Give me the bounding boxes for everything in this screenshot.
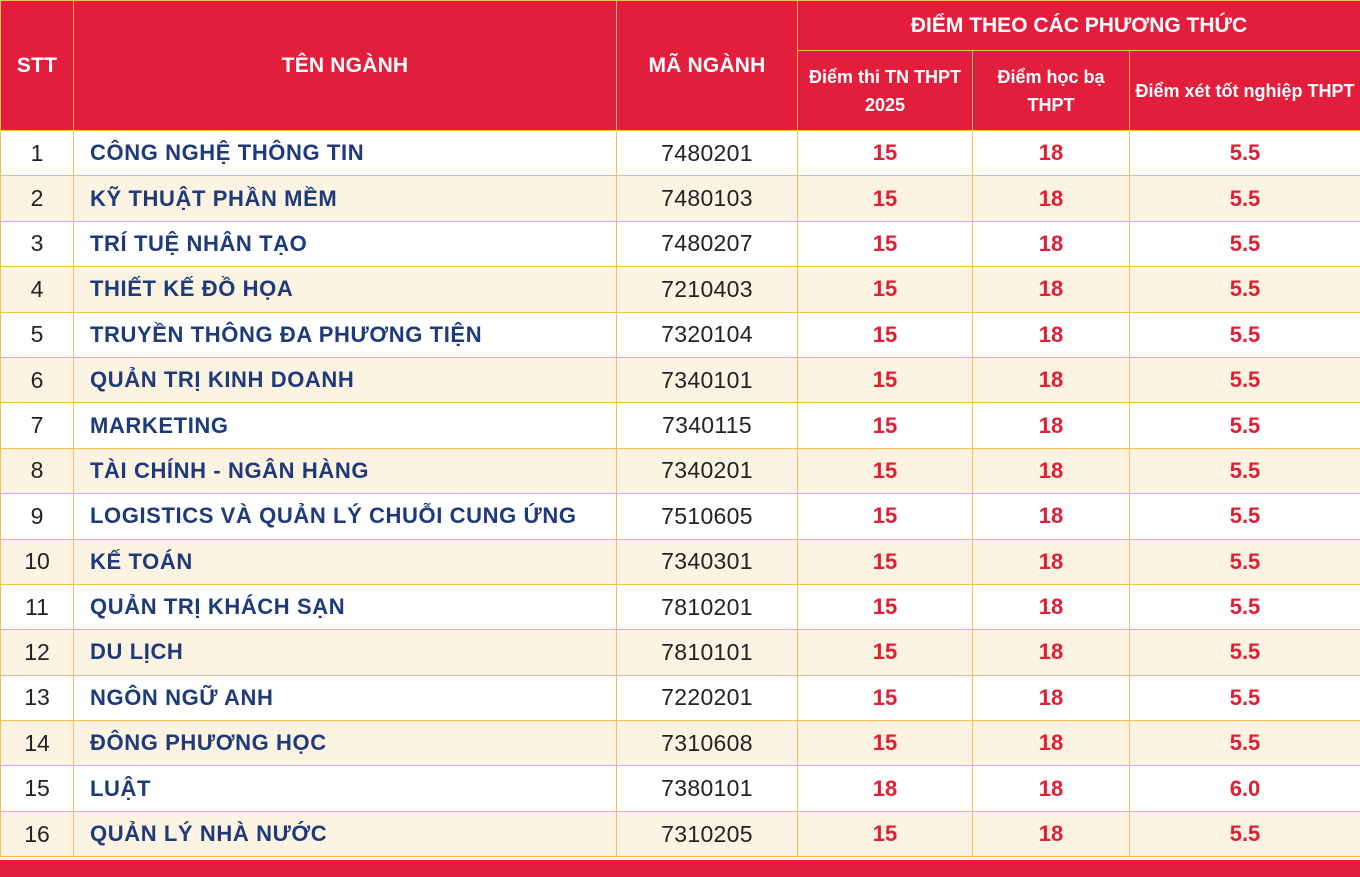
row-score-hoc-ba: 18 xyxy=(973,675,1130,720)
table-row xyxy=(1,584,1360,629)
table-row xyxy=(1,312,1360,357)
row-score-xet-tot-nghiep: 5.5 xyxy=(1130,630,1360,675)
row-major-name: TÀI CHÍNH - NGÂN HÀNG xyxy=(74,448,617,493)
row-score-xet-tot-nghiep: 5.5 xyxy=(1130,584,1360,629)
row-major-name: QUẢN LÝ NHÀ NƯỚC xyxy=(74,811,617,856)
row-major-name: CÔNG NGHỆ THÔNG TIN xyxy=(74,131,617,176)
row-stt: 8 xyxy=(1,448,74,493)
row-score-xet-tot-nghiep: 5.5 xyxy=(1130,811,1360,856)
row-score-xet-tot-nghiep: 5.5 xyxy=(1130,448,1360,493)
row-score-hoc-ba: 18 xyxy=(973,131,1130,176)
row-score-hoc-ba: 18 xyxy=(973,584,1130,629)
row-major-name: LUẬT xyxy=(74,766,617,811)
row-stt: 11 xyxy=(1,584,74,629)
row-stt: 15 xyxy=(1,766,74,811)
row-score-hoc-ba: 18 xyxy=(973,448,1130,493)
row-score-xet-tot-nghiep: 5.5 xyxy=(1130,357,1360,402)
row-score-hoc-ba: 18 xyxy=(973,494,1130,539)
row-major-code: 7340201 xyxy=(617,448,798,493)
row-score-thi-tn: 15 xyxy=(798,721,973,766)
row-major-name: TRUYỀN THÔNG ĐA PHƯƠNG TIỆN xyxy=(74,312,617,357)
table-row xyxy=(1,630,1360,675)
row-score-hoc-ba: 18 xyxy=(973,403,1130,448)
row-score-hoc-ba: 18 xyxy=(973,221,1130,266)
row-score-xet-tot-nghiep: 5.5 xyxy=(1130,221,1360,266)
row-score-thi-tn: 15 xyxy=(798,539,973,584)
row-score-thi-tn: 15 xyxy=(798,131,973,176)
row-score-thi-tn: 15 xyxy=(798,811,973,856)
table-row xyxy=(1,675,1360,720)
row-stt: 2 xyxy=(1,176,74,221)
row-major-code: 7480201 xyxy=(617,131,798,176)
row-score-thi-tn: 15 xyxy=(798,584,973,629)
row-major-code: 7310205 xyxy=(617,811,798,856)
row-score-thi-tn: 15 xyxy=(798,267,973,312)
row-score-thi-tn: 15 xyxy=(798,312,973,357)
row-major-name: NGÔN NGỮ ANH xyxy=(74,675,617,720)
header-score-methods-group: ĐIỂM THEO CÁC PHƯƠNG THỨC xyxy=(798,1,1360,51)
row-score-hoc-ba: 18 xyxy=(973,630,1130,675)
row-stt: 9 xyxy=(1,494,74,539)
row-score-hoc-ba: 18 xyxy=(973,766,1130,811)
row-major-code: 7340115 xyxy=(617,403,798,448)
row-score-thi-tn: 15 xyxy=(798,403,973,448)
row-stt: 6 xyxy=(1,357,74,402)
row-score-thi-tn: 15 xyxy=(798,176,973,221)
table-row xyxy=(1,811,1360,856)
table-row xyxy=(1,539,1360,584)
row-stt: 12 xyxy=(1,630,74,675)
table-row xyxy=(1,131,1360,176)
row-major-name: TRÍ TUỆ NHÂN TẠO xyxy=(74,221,617,266)
row-score-thi-tn: 15 xyxy=(798,630,973,675)
row-score-xet-tot-nghiep: 5.5 xyxy=(1130,312,1360,357)
row-major-name: QUẢN TRỊ KHÁCH SẠN xyxy=(74,584,617,629)
row-stt: 10 xyxy=(1,539,74,584)
row-stt: 3 xyxy=(1,221,74,266)
row-stt: 7 xyxy=(1,403,74,448)
row-score-hoc-ba: 18 xyxy=(973,267,1130,312)
row-score-thi-tn: 15 xyxy=(798,494,973,539)
table-row xyxy=(1,721,1360,766)
row-stt: 16 xyxy=(1,811,74,856)
row-major-code: 7310608 xyxy=(617,721,798,766)
row-score-hoc-ba: 18 xyxy=(973,721,1130,766)
row-score-hoc-ba: 18 xyxy=(973,811,1130,856)
header-xet-tot-nghiep: Điểm xét tốt nghiệp THPT xyxy=(1130,51,1360,131)
row-score-xet-tot-nghiep: 5.5 xyxy=(1130,675,1360,720)
row-score-thi-tn: 18 xyxy=(798,766,973,811)
row-major-code: 7220201 xyxy=(617,675,798,720)
row-major-name: KẾ TOÁN xyxy=(74,539,617,584)
row-score-thi-tn: 15 xyxy=(798,357,973,402)
row-score-xet-tot-nghiep: 5.5 xyxy=(1130,539,1360,584)
row-major-code: 7320104 xyxy=(617,312,798,357)
table-row xyxy=(1,766,1360,811)
row-stt: 14 xyxy=(1,721,74,766)
table-row xyxy=(1,267,1360,312)
row-major-code: 7810201 xyxy=(617,584,798,629)
row-major-code: 7340101 xyxy=(617,357,798,402)
row-major-code: 7510605 xyxy=(617,494,798,539)
row-major-name: MARKETING xyxy=(74,403,617,448)
row-score-xet-tot-nghiep: 5.5 xyxy=(1130,494,1360,539)
table-row xyxy=(1,448,1360,493)
row-score-hoc-ba: 18 xyxy=(973,539,1130,584)
row-score-thi-tn: 15 xyxy=(798,221,973,266)
row-score-hoc-ba: 18 xyxy=(973,312,1130,357)
row-score-xet-tot-nghiep: 5.5 xyxy=(1130,176,1360,221)
row-stt: 4 xyxy=(1,267,74,312)
row-score-hoc-ba: 18 xyxy=(973,357,1130,402)
table-row xyxy=(1,403,1360,448)
row-major-code: 7210403 xyxy=(617,267,798,312)
header-stt: STT xyxy=(1,1,74,131)
row-major-name: DU LỊCH xyxy=(74,630,617,675)
row-major-code: 7380101 xyxy=(617,766,798,811)
row-major-code: 7480103 xyxy=(617,176,798,221)
row-score-hoc-ba: 18 xyxy=(973,176,1130,221)
table-row xyxy=(1,357,1360,402)
row-major-name: ĐÔNG PHƯƠNG HỌC xyxy=(74,721,617,766)
row-score-xet-tot-nghiep: 5.5 xyxy=(1130,267,1360,312)
row-major-code: 7480207 xyxy=(617,221,798,266)
row-major-name: KỸ THUẬT PHẦN MỀM xyxy=(74,176,617,221)
row-score-xet-tot-nghiep: 5.5 xyxy=(1130,131,1360,176)
row-score-xet-tot-nghiep: 5.5 xyxy=(1130,403,1360,448)
row-major-name: THIẾT KẾ ĐỒ HỌA xyxy=(74,267,617,312)
header-ma-nganh: MÃ NGÀNH xyxy=(617,1,798,131)
table-body xyxy=(1,131,1360,857)
row-major-code: 7340301 xyxy=(617,539,798,584)
table-row xyxy=(1,176,1360,221)
header-hoc-ba-thpt: Điểm học bạ THPT xyxy=(973,51,1130,131)
row-major-name: LOGISTICS VÀ QUẢN LÝ CHUỖI CUNG ỨNG xyxy=(74,494,617,539)
header-ten-nganh: TÊN NGÀNH xyxy=(74,1,617,131)
row-major-code: 7810101 xyxy=(617,630,798,675)
table-row xyxy=(1,494,1360,539)
row-stt: 13 xyxy=(1,675,74,720)
row-stt: 1 xyxy=(1,131,74,176)
row-score-xet-tot-nghiep: 6.0 xyxy=(1130,766,1360,811)
row-stt: 5 xyxy=(1,312,74,357)
row-major-name: QUẢN TRỊ KINH DOANH xyxy=(74,357,617,402)
row-score-xet-tot-nghiep: 5.5 xyxy=(1130,721,1360,766)
row-score-thi-tn: 15 xyxy=(798,675,973,720)
bottom-accent-bar xyxy=(0,860,1360,877)
table-header xyxy=(1,1,1360,131)
table-row xyxy=(1,221,1360,266)
row-score-thi-tn: 15 xyxy=(798,448,973,493)
header-thi-tn-thpt: Điểm thi TN THPT 2025 xyxy=(798,51,973,131)
